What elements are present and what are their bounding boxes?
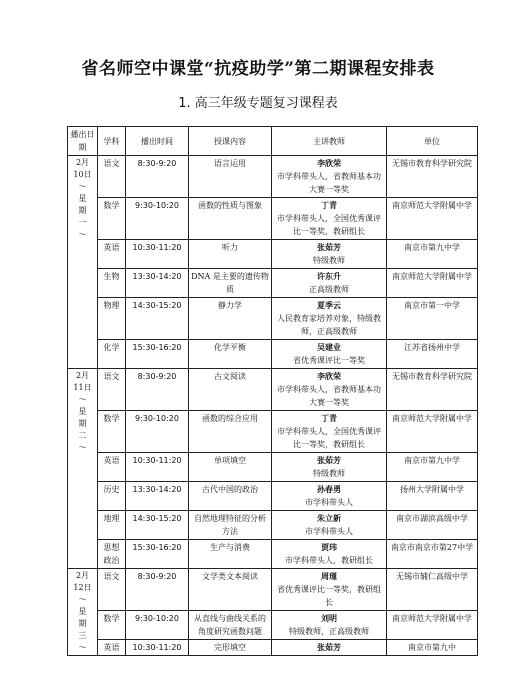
unit-cell: 南京市第九中学 — [387, 453, 478, 482]
unit-cell: 无锡市辅仁高级中学 — [387, 569, 478, 611]
header-unit: 单位 — [387, 127, 478, 156]
date-line: 2月 — [75, 371, 90, 380]
unit-cell: 无锡市教育科学研究院 — [387, 156, 478, 198]
teacher-name: 贾玮 — [321, 543, 337, 552]
teacher-cell — [272, 340, 387, 369]
date-line: 星 — [78, 607, 87, 616]
date-line: ～ — [78, 182, 87, 191]
teacher-description: 特级教师 — [313, 256, 345, 265]
teacher-name: 刘明 — [321, 614, 337, 623]
teacher-description: 市学科带头人 — [305, 498, 353, 507]
subject-cell: 数学 — [98, 198, 126, 240]
teacher-description: 市学科带头人，教研组长 — [285, 556, 373, 565]
content-cell: 从直线与曲线关系的角度研究函数问题 — [189, 611, 272, 640]
content-cell: 听力 — [189, 240, 272, 269]
content-cell: 语言运用 — [189, 156, 272, 198]
date-line: 2月 — [75, 158, 90, 167]
unit-cell: 无锡市教育科学研究院 — [387, 369, 478, 411]
subject-cell: 英语 — [98, 640, 126, 656]
content-cell: 古文阅读 — [189, 369, 272, 411]
time-cell: 8:30-9:20 — [126, 156, 189, 198]
teacher-cell — [272, 511, 387, 540]
table-row — [68, 511, 478, 540]
date-line: 二 — [78, 431, 87, 440]
date-line: 星 — [78, 407, 87, 416]
table-row — [68, 298, 478, 340]
teacher-description: 省优秀课评比一等奖，教研组长 — [277, 585, 381, 607]
page-subtitle: 1. 高三年级专题复习课程表 — [178, 96, 338, 111]
teacher-cell — [272, 198, 387, 240]
subject-cell: 思想政治 — [98, 540, 126, 569]
time-cell: 8:30-9:20 — [126, 569, 189, 611]
time-cell: 8:30-9:20 — [126, 369, 189, 411]
teacher-cell — [272, 156, 387, 198]
teacher-description: 正高级教师 — [309, 285, 349, 294]
table-row — [68, 269, 478, 298]
time-cell: 10:30-11:20 — [126, 640, 189, 656]
schedule-table — [67, 126, 478, 656]
teacher-name: 周瑾 — [321, 572, 337, 581]
page-title: 省名师空中课堂“抗疫助学”第二期课程安排表 — [81, 59, 435, 79]
subject-cell: 生物 — [98, 269, 126, 298]
date-cell — [68, 156, 98, 369]
unit-cell: 南京市湖滨高级中学 — [387, 511, 478, 540]
header-time: 播出时间 — [126, 127, 189, 156]
unit-cell: 南京师范大学附属中学 — [387, 198, 478, 240]
date-line: 期 — [78, 206, 87, 215]
teacher-cell — [272, 369, 387, 411]
subject-cell: 数学 — [98, 411, 126, 453]
teacher-cell — [272, 298, 387, 340]
date-cell — [68, 569, 98, 656]
table-header-row — [68, 127, 478, 156]
unit-cell: 扬州大学附属中学 — [387, 482, 478, 511]
teacher-name: 吴建业 — [317, 343, 341, 352]
subject-cell: 数学 — [98, 611, 126, 640]
time-cell: 9:30-10:20 — [126, 411, 189, 453]
teacher-description: 市学科带头人，全国优秀课评比一等奖，教研组长 — [277, 214, 381, 236]
teacher-name: 朱立新 — [317, 514, 341, 523]
date-line: ～ — [78, 595, 87, 604]
header-date: 播出日期 — [68, 127, 98, 156]
date-line: ～ — [78, 443, 87, 452]
date-line: 2月 — [75, 571, 90, 580]
teacher-cell — [272, 240, 387, 269]
date-line: 一 — [78, 218, 87, 227]
date-line: 11日 — [73, 383, 92, 392]
teacher-cell — [272, 482, 387, 511]
table-row — [68, 569, 478, 611]
subject-cell: 英语 — [98, 240, 126, 269]
teacher-name: 许东升 — [317, 272, 341, 281]
subject-cell: 地理 — [98, 511, 126, 540]
teacher-cell — [272, 411, 387, 453]
date-line: ～ — [78, 395, 87, 404]
unit-cell: 南京师范大学附属中学 — [387, 269, 478, 298]
time-cell: 9:30-10:20 — [126, 611, 189, 640]
subject-cell: 语文 — [98, 369, 126, 411]
teacher-name: 李欣荣 — [317, 372, 341, 381]
time-cell: 13:30-14:20 — [126, 269, 189, 298]
teacher-cell — [272, 569, 387, 611]
table-row — [68, 482, 478, 511]
teacher-description: 市学科带头人，省教师基本功大赛一等奖 — [277, 385, 381, 407]
teacher-name: 张茹芳 — [317, 243, 341, 252]
teacher-description: 特级教师，正高级教师 — [289, 627, 369, 636]
teacher-cell — [272, 540, 387, 569]
subject-cell: 语文 — [98, 156, 126, 198]
time-cell: 10:30-11:20 — [126, 453, 189, 482]
date-line: 三 — [78, 631, 87, 640]
date-line: 期 — [78, 419, 87, 428]
unit-cell: 南京市第九中 — [387, 640, 478, 656]
table-row — [68, 340, 478, 369]
teacher-name: 张茹芳 — [317, 643, 341, 652]
table-row — [68, 198, 478, 240]
content-cell: 函数的综合应用 — [189, 411, 272, 453]
content-cell: 单项填空 — [189, 453, 272, 482]
time-cell: 14:30-15:20 — [126, 511, 189, 540]
content-cell: 古代中国的政治 — [189, 482, 272, 511]
date-cell — [68, 369, 98, 569]
content-cell: 自然地理特征的分析方法 — [189, 511, 272, 540]
teacher-description: 市学科带头人 — [305, 527, 353, 536]
unit-cell: 江苏省扬州中学 — [387, 340, 478, 369]
teacher-cell — [272, 453, 387, 482]
content-cell: 化学平衡 — [189, 340, 272, 369]
subject-cell: 历史 — [98, 482, 126, 511]
unit-cell: 南京市南京市第27中学 — [387, 540, 478, 569]
date-line: 星 — [78, 194, 87, 203]
teacher-name: 丁青 — [321, 201, 337, 210]
subject-cell: 物理 — [98, 298, 126, 340]
table-row — [68, 369, 478, 411]
teacher-name: 夏季云 — [317, 301, 341, 310]
teacher-name: 李欣荣 — [317, 159, 341, 168]
table-row — [68, 453, 478, 482]
unit-cell: 南京市第九中学 — [387, 240, 478, 269]
table-row — [68, 540, 478, 569]
time-cell: 9:30-10:20 — [126, 198, 189, 240]
teacher-name: 丁青 — [321, 414, 337, 423]
header-teacher: 主讲教师 — [272, 127, 387, 156]
teacher-cell — [272, 640, 387, 656]
teacher-description: 人民教育家培养对象，特级教师，正高级教师 — [277, 314, 381, 336]
subject-cell: 语文 — [98, 569, 126, 611]
time-cell: 14:30-15:20 — [126, 298, 189, 340]
date-line: 10日 — [73, 170, 92, 179]
header-subject: 学科 — [98, 127, 126, 156]
teacher-description: 市学科带头人，全国优秀课评比一等奖，教研组长 — [277, 427, 381, 449]
subject-cell: 英语 — [98, 453, 126, 482]
time-cell: 13:30-14:20 — [126, 482, 189, 511]
date-line: ～ — [78, 230, 87, 239]
content-cell: 文学类文本阅读 — [189, 569, 272, 611]
table-row — [68, 640, 478, 656]
content-cell: 生产与消费 — [189, 540, 272, 569]
table-row — [68, 411, 478, 453]
table-row — [68, 156, 478, 198]
teacher-cell — [272, 269, 387, 298]
content-cell: DNA 是主要的遗传物质 — [189, 269, 272, 298]
teacher-description: 省优秀课评比一等奖 — [293, 356, 365, 365]
teacher-cell — [272, 611, 387, 640]
content-cell: 完形填空 — [189, 640, 272, 656]
date-line: 期 — [78, 619, 87, 628]
time-cell: 15:30-16:20 — [126, 540, 189, 569]
header-content: 授课内容 — [189, 127, 272, 156]
teacher-name: 张茹芳 — [317, 456, 341, 465]
teacher-description: 特级教师 — [313, 469, 345, 478]
content-cell: 函数的性质与图象 — [189, 198, 272, 240]
teacher-description: 市学科带头人，省教师基本功大赛一等奖 — [277, 172, 381, 194]
unit-cell: 南京师范大学附属中学 — [387, 611, 478, 640]
content-cell: 静力学 — [189, 298, 272, 340]
teacher-name: 孙春勇 — [317, 485, 341, 494]
unit-cell: 南京师范大学附属中学 — [387, 411, 478, 453]
table-row — [68, 240, 478, 269]
date-line: ～ — [78, 643, 87, 652]
table-row — [68, 611, 478, 640]
unit-cell: 南京市第一中学 — [387, 298, 478, 340]
date-line: 12日 — [73, 583, 92, 592]
time-cell: 10:30-11:20 — [126, 240, 189, 269]
subject-cell: 化学 — [98, 340, 126, 369]
time-cell: 15:30-16:20 — [126, 340, 189, 369]
